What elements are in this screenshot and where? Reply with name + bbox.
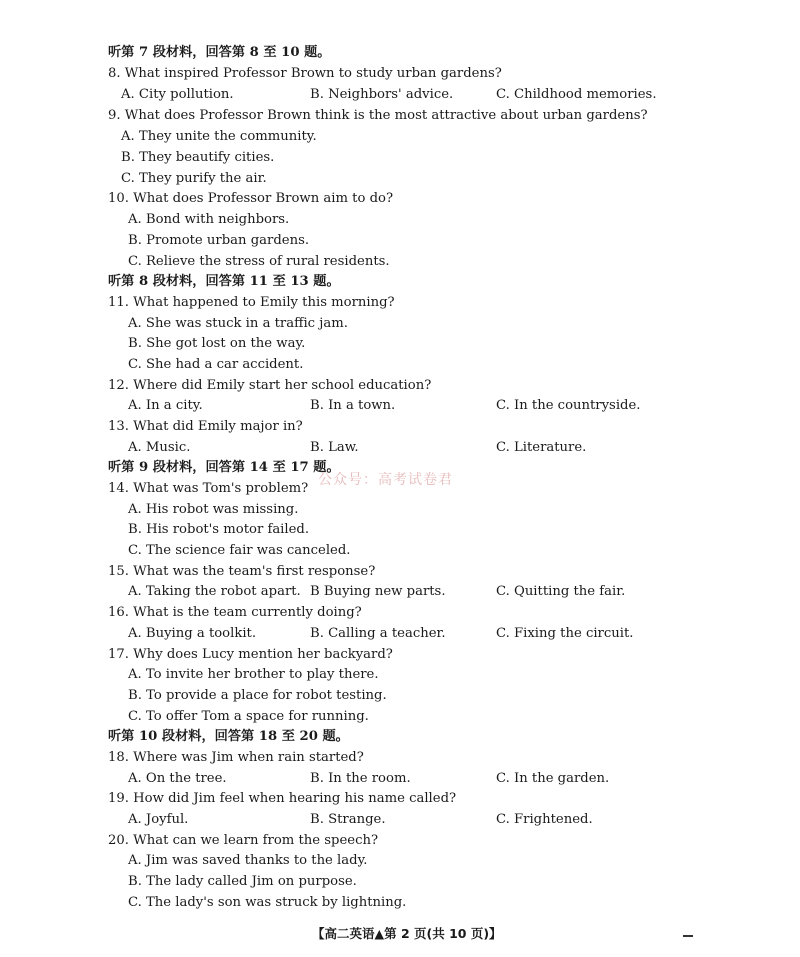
question-15-option-a: A. Taking the robot apart.	[128, 584, 301, 599]
question-10-option-a: A. Bond with neighbors.	[128, 212, 290, 227]
question-16-option-c: C. Fixing the circuit.	[496, 626, 634, 641]
question-16-option-b: B. Calling a teacher.	[310, 626, 446, 641]
question-11-option-c: C. She had a car accident.	[128, 357, 304, 372]
question-9-option-b: B. They beautify cities.	[121, 150, 275, 165]
question-11-option-b: B. She got lost on the way.	[128, 336, 306, 351]
question-19-options	[0, 810, 800, 830]
question-9-option-c: C. They purify the air.	[121, 171, 267, 186]
question-8-options	[0, 85, 800, 105]
question-20-option-a: A. Jim was saved thanks to the lady.	[128, 853, 368, 868]
question-10-option-c: C. Relieve the stress of rural residents.	[128, 254, 390, 269]
watermark-text: 公众号：高考试卷君	[318, 472, 453, 488]
question-13-stem: 13. What did Emily major in?	[108, 419, 303, 434]
question-20-option-b: B. The lady called Jim on purpose.	[128, 874, 357, 889]
question-14-option-a: A. His robot was missing.	[128, 502, 299, 517]
question-14-option-c: C. The science fair was canceled.	[128, 543, 351, 558]
question-15-option-b: B Buying new parts.	[310, 584, 446, 599]
question-17-option-c: C. To offer Tom a space for running.	[128, 709, 369, 724]
question-9-option-a: A. They unite the community.	[121, 129, 317, 144]
question-14-stem: 14. What was Tom's problem?	[108, 481, 309, 496]
question-15-options	[0, 582, 800, 602]
question-18-options	[0, 769, 800, 789]
question-18-option-a: A. On the tree.	[128, 771, 227, 786]
question-16-option-a: A. Buying a toolkit.	[128, 626, 257, 641]
question-19-stem: 19. How did Jim feel when hearing his name called?	[108, 791, 457, 806]
question-19-option-b: B. Strange.	[310, 812, 386, 827]
question-19-option-c: C. Frightened.	[496, 812, 593, 827]
question-11-option-a: A. She was stuck in a traffic jam.	[128, 316, 348, 331]
question-12-option-c: C. In the countryside.	[496, 398, 641, 413]
question-18-option-b: B. In the room.	[310, 771, 411, 786]
question-12-stem: 12. Where did Emily start her school education?	[108, 378, 432, 393]
page-footer: 【高二英语▲第 2 页(共 10 页)】	[312, 926, 502, 941]
question-18-stem: 18. Where was Jim when rain started?	[108, 750, 364, 765]
question-15-option-c: C. Quitting the fair.	[496, 584, 626, 599]
question-8-option-a: A. City pollution.	[121, 87, 234, 102]
question-16-options	[0, 624, 800, 644]
question-13-option-a: A. Music.	[128, 440, 191, 455]
question-13-option-b: B. Law.	[310, 440, 359, 455]
question-17-option-b: B. To provide a place for robot testing.	[128, 688, 387, 703]
question-20-stem: 20. What can we learn from the speech?	[108, 833, 379, 848]
section-heading-8: 听第 8 段材料，回答第 11 至 13 题。	[108, 274, 340, 289]
question-13-option-c: C. Literature.	[496, 440, 587, 455]
question-8-option-b: B. Neighbors' advice.	[310, 87, 454, 102]
corner-mark	[683, 935, 693, 937]
question-12-options	[0, 396, 800, 416]
question-12-option-b: B. In a town.	[310, 398, 396, 413]
question-8-option-c: C. Childhood memories.	[496, 87, 657, 102]
question-19-option-a: A. Joyful.	[128, 812, 189, 827]
question-9-stem: 9. What does Professor Brown think is the most attractive about urban gardens?	[108, 108, 648, 123]
question-16-stem: 16. What is the team currently doing?	[108, 605, 362, 620]
question-20-option-c: C. The lady's son was struck by lightning.	[128, 895, 407, 910]
section-heading-10: 听第 10 段材料，回答第 18 至 20 题。	[108, 729, 349, 744]
section-heading-9: 听第 9 段材料，回答第 14 至 17 题。	[108, 460, 340, 475]
question-11-stem: 11. What happened to Emily this morning?	[108, 295, 395, 310]
question-17-option-a: A. To invite her brother to play there.	[128, 667, 379, 682]
question-8-stem: 8. What inspired Professor Brown to study urban gardens?	[108, 66, 502, 81]
question-18-option-c: C. In the garden.	[496, 771, 610, 786]
question-17-stem: 17. Why does Lucy mention her backyard?	[108, 647, 393, 662]
question-15-stem: 15. What was the team's first response?	[108, 564, 376, 579]
question-14-option-b: B. His robot's motor failed.	[128, 522, 310, 537]
question-12-option-a: A. In a city.	[128, 398, 203, 413]
question-10-option-b: B. Promote urban gardens.	[128, 233, 310, 248]
question-13-options	[0, 438, 800, 458]
question-10-stem: 10. What does Professor Brown aim to do?	[108, 191, 394, 206]
section-heading-7: 听第 7 段材料，回答第 8 至 10 题。	[108, 45, 331, 60]
